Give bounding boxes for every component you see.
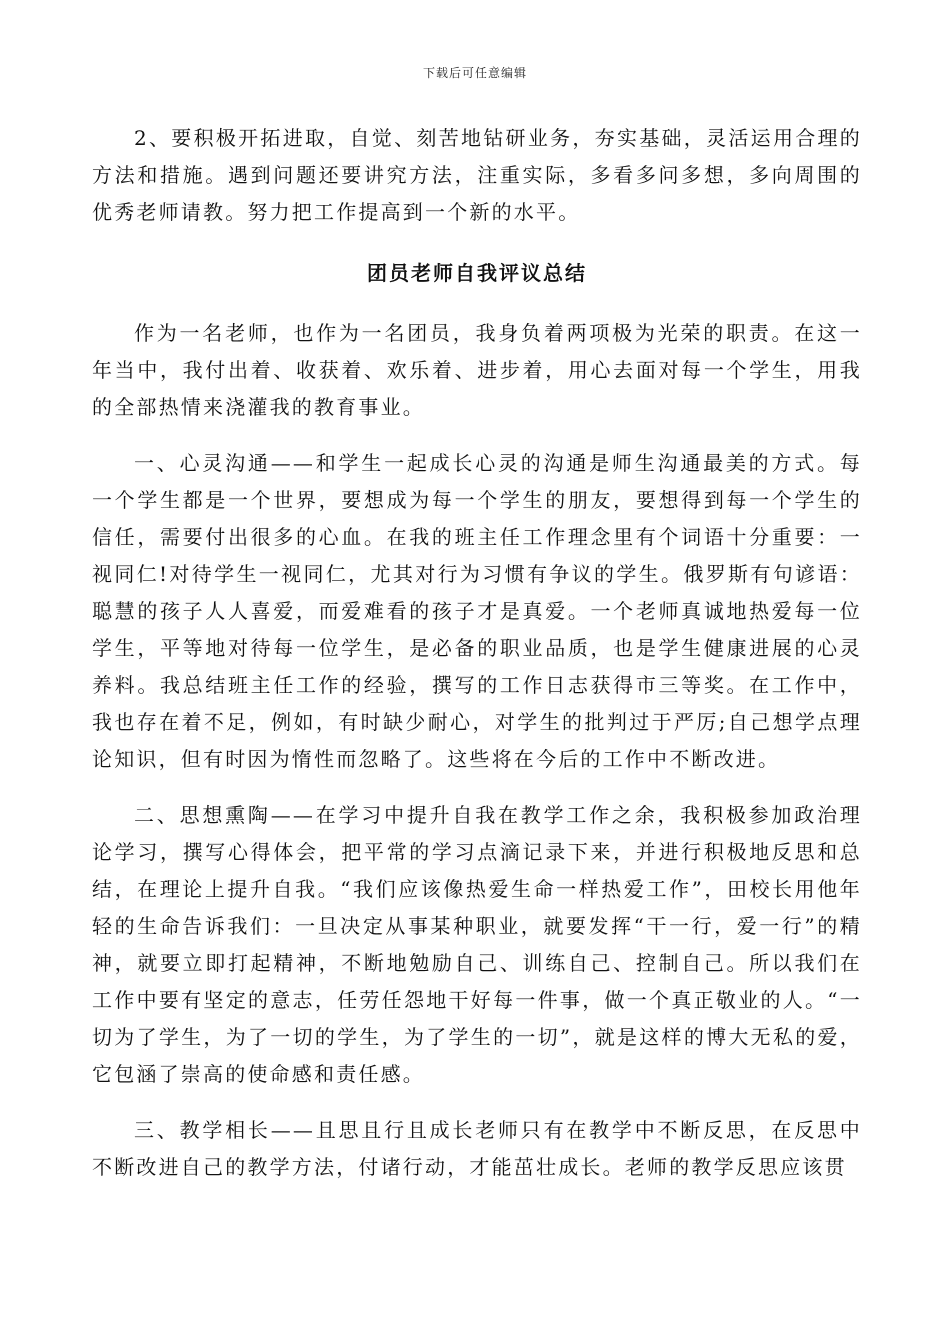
paragraph-section-2: 二、思想熏陶——在学习中提升自我在教学工作之余，我积极参加政治理论学习，撰写心得体会，把平常的学习点滴记录下来，并进行积极地反思和总结，在理论上提升自我。“我们应该像热爱生命一样热爱工作”，田校长用他年轻的生命告诉我们：一旦决定从事某种职业，就要发挥“干一行，爱一行”的精神，就要立即打起精神，不断地勉励自己、训练自己、控制自己。所以我们在工作中要有坚定的意志，任劳任怨地干好每一件事，做一个真正敬业的人。“一切为了学生，为了一切的学生，为了学生的一切”，就是这样的博大无私的爱，它包涵了崇高的使命感和责任感。 — [92, 803, 862, 1086]
paragraph-opening: 作为一名老师，也作为一名团员，我身负着两项极为光荣的职责。在这一年当中，我付出着、收获着、欢乐着、进步着，用心去面对每一个学生，用我的全部热情来浇灌我的教育事业。 — [92, 321, 862, 419]
paragraph-section-1: 一、心灵沟通——和学生一起成长心灵的沟通是师生沟通最美的方式。每一个学生都是一个世界，要想成为每一个学生的朋友，要想得到每一个学生的信任，需要付出很多的心血。在我的班主任工作理念里有个词语十分重要：一视同仁!对待学生一视同仁，尤其对行为习惯有争议的学生。俄罗斯有句谚语：聪慧的孩子人人喜爱，而爱难看的孩子才是真爱。一个老师真诚地热爱每一位学生，平等地对待每一位学生，是必备的职业品质，也是学生健康进展的心灵养料。我总结班主任工作的经验，撰写的工作日志获得市三等奖。在工作中，我也存在着不足，例如，有时缺少耐心，对学生的批判过于严厉;自己想学点理论知识，但有时因为惰性而忽略了。这些将在今后的工作中不断改进。 — [92, 451, 862, 771]
document-body — [92, 120, 862, 1186]
paragraph-intro-item-2: 2、要积极开拓进取，自觉、刻苦地钻研业务，夯实基础，灵活运用合理的方法和措施。遇到问题还要讲究方法，注重实际，多看多问多想，多向周围的优秀老师请教。努力把工作提高到一个新的水平。 — [92, 126, 862, 224]
page-header: 下载后可任意编辑 — [422, 66, 527, 80]
paragraph-section-3: 三、教学相长——且思且行且成长老师只有在教学中不断反思，在反思中不断改进自己的教学方法，付诸行动，才能茁壮成长。老师的教学反思应该贯 — [92, 1118, 862, 1179]
document-title: 团员老师自我评议总结 — [367, 261, 587, 285]
